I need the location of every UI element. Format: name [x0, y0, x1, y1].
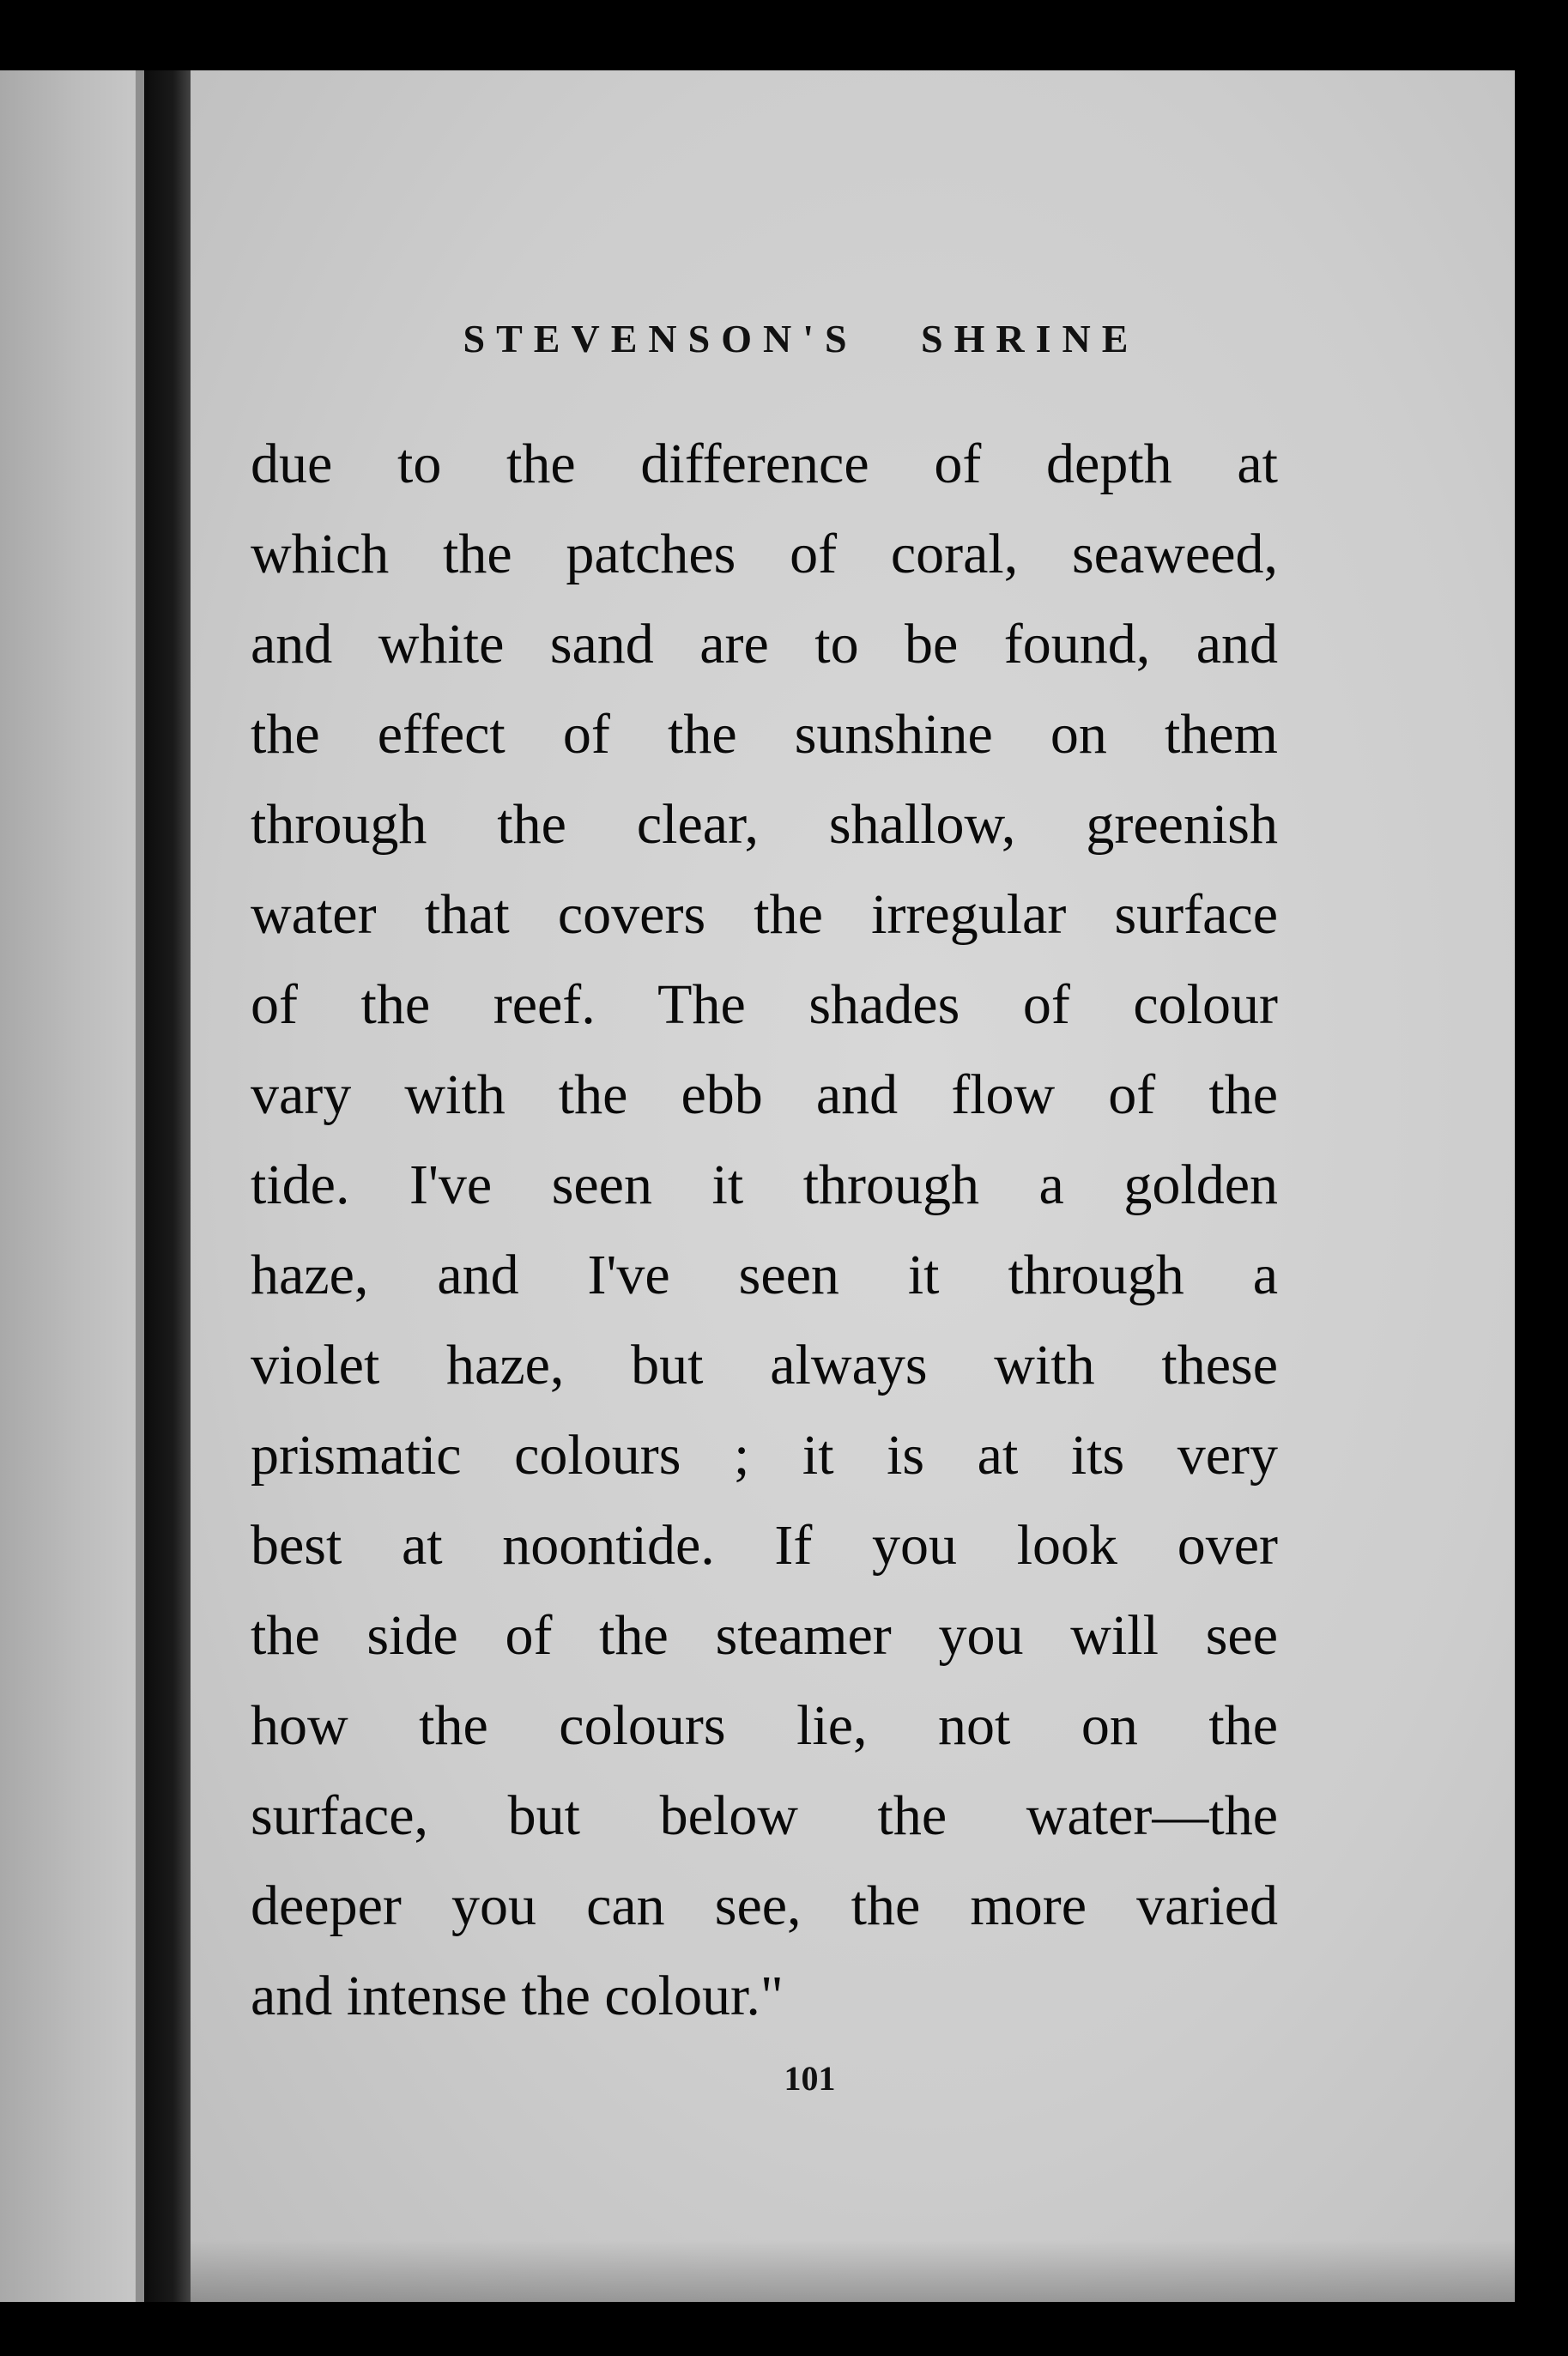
text-line: how the colours lie, not on the	[251, 1694, 1278, 1757]
text-line: tide. I've seen it through a golden	[251, 1154, 1278, 1216]
text-line: deeper you can see, the more varied	[251, 1875, 1278, 1937]
running-head: STEVENSON'S SHRINE	[463, 317, 1140, 360]
text-line: best at noontide. If you look over	[251, 1514, 1278, 1577]
text-line: and intense the colour."	[251, 1965, 784, 2027]
text-line: haze, and I've seen it through a	[251, 1244, 1278, 1306]
text-line: surface, but below the water—the	[251, 1784, 1278, 1847]
text-line: water that covers the irregular surface	[251, 883, 1278, 946]
page-number: 101	[784, 2059, 836, 2098]
text-line: which the patches of coral, seaweed,	[251, 523, 1278, 585]
book-gutter	[144, 70, 197, 2302]
body-text	[251, 419, 1278, 2041]
text-line: due to the difference of depth at	[251, 433, 1278, 495]
text-line: of the reef. The shades of colour	[251, 973, 1278, 1036]
text-line: and white sand are to be found, and	[251, 613, 1278, 675]
facing-page-edge	[0, 70, 136, 2302]
text-line: the effect of the sunshine on them	[251, 703, 1278, 766]
text-line: vary with the ebb and flow of the	[251, 1063, 1278, 1126]
text-line: through the clear, shallow, greenish	[251, 793, 1278, 856]
text-line: violet haze, but always with these	[251, 1334, 1278, 1396]
text-line: prismatic colours ; it is at its very	[251, 1424, 1278, 1487]
page-shadow	[191, 2240, 1515, 2302]
text-line: the side of the steamer you will see	[251, 1604, 1278, 1667]
